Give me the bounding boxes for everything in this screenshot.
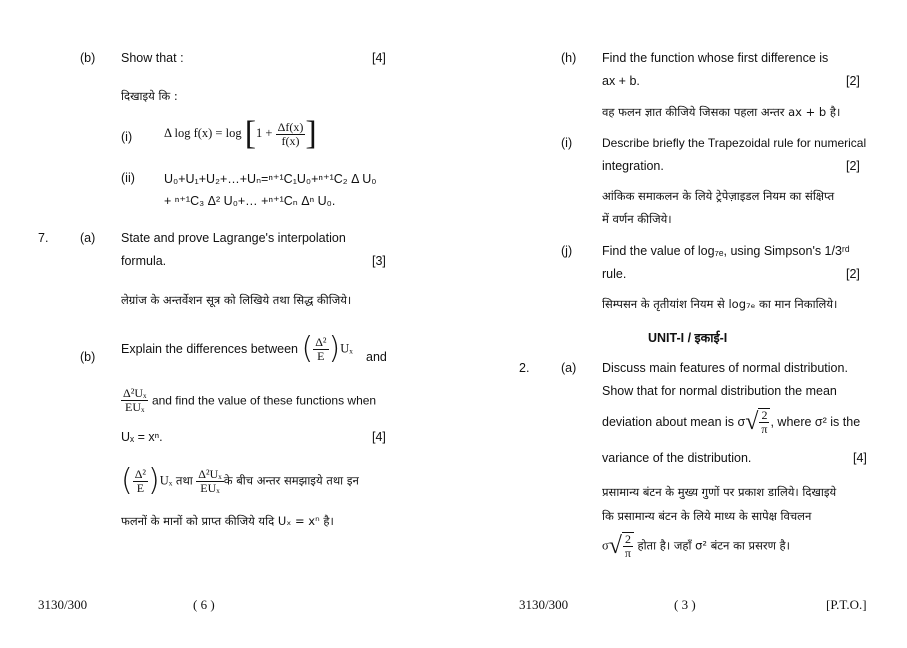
q6b-text: Show that : [121, 51, 184, 65]
q2a-marks: [4] [853, 451, 867, 465]
q6b-i-num: Δf(x) [277, 119, 304, 134]
q6b-ii-line1: U₀+U₁+U₂+…+Uₙ=ⁿ⁺¹C₁U₀+ⁿ⁺¹C₂ Δ U₀ [164, 172, 377, 186]
q2a-line3: deviation about mean is σ√ $\frac{2}{\pi}$ , where σ² is the [602, 408, 861, 436]
q7-number: 7. [38, 231, 49, 245]
q7a-label: (a) [80, 231, 96, 245]
q2a-hindi-sigma: σ [602, 538, 609, 553]
q7b-hindi-line1: ( $\frac{\text{Δ²}}{E}$ )Uₓ तथा $\frac{\text{Δ²Uₓ}}{\text{EUₓ}}$ के बीच अन्तर समझाइये तथा इन [121, 463, 359, 498]
q7b-and: and [366, 350, 387, 364]
q6b-i-label: (i) [121, 130, 133, 144]
left-footer-page: ( 6 ) [193, 597, 215, 612]
q6b-ii-line2: + ⁿ⁺¹C₃ Δ² U₀+… +ⁿ⁺¹Cₙ Δⁿ U₀. [164, 194, 336, 208]
qh-hindi: वह फलन ज्ञात कीजिये जिसका पहला अन्तर ax + b है। [602, 105, 841, 119]
q7b-pre: Explain the differences between [121, 342, 298, 356]
q2a-sqrt-den: π [761, 422, 768, 436]
qj-line2: rule. [602, 267, 627, 281]
q2a-line2: Show that for normal distribution the mean [602, 384, 837, 398]
qh-label: (h) [561, 51, 577, 65]
q6b-i-formula: Δ log f(x) = log [1 + $\frac{\Delta f(x)}{f(x)}$ ] [164, 115, 317, 152]
q6b-hindi: दिखाइये कि : [121, 89, 178, 103]
qj-label: (j) [561, 244, 573, 258]
right-footer-code: 3130/300 [519, 597, 569, 612]
qi-marks: [2] [846, 159, 860, 173]
q7a-marks: [3] [372, 254, 386, 268]
q2a-line4: variance of the distribution. [602, 451, 752, 465]
q2a-hindi-line1: प्रसामान्य बंटन के मुख्य गुणों पर प्रकाश डालिये। दिखाइये [602, 485, 837, 499]
q6b-label: (b) [80, 51, 96, 65]
qj-marks: [2] [846, 267, 860, 281]
q7a-line1: State and prove Lagrange's interpolation [121, 231, 346, 245]
q7b-label: (b) [80, 350, 96, 364]
q2a-line3-pre: deviation about mean is σ [602, 415, 746, 429]
q6b-i-den: f(x) [281, 133, 300, 148]
q7b-hindi-tatha: तथा [175, 473, 193, 488]
qi-label: (i) [561, 136, 573, 150]
q2-number: 2. [519, 361, 530, 375]
qh-line1: Find the function whose first difference is [602, 51, 829, 65]
q7b-hindi-rest: के बीच अन्तर समझाइये तथा इन [223, 473, 359, 488]
q6b-marks: [4] [372, 51, 386, 65]
q6b-i-one-plus: 1 + [256, 125, 273, 140]
q7a-hindi: लेग्रांज के अन्तर्वेशन सूत्र को लिखिये तथा सिद्ध कीजिये। [121, 293, 352, 307]
q7b-f1-num: Δ² [315, 334, 327, 349]
q7b-line3: Uₓ = xⁿ. [121, 430, 163, 444]
unit-heading: UNIT-I / इकाई-I [648, 331, 728, 345]
q7b-ux: Uₓ [340, 341, 353, 356]
q2a-line1: Discuss main features of normal distribution. [602, 361, 848, 375]
qj-hindi: सिम्पसन के तृतीयांश नियम से log₇ₑ का मान निकालिये। [602, 297, 838, 311]
q2a-hindi-line3: σ√ $\frac{2}{\pi}$ होता है। जहाँ σ² बंटन का प्रसरण है। [602, 532, 791, 560]
qi-line2: integration. [602, 159, 664, 173]
q7a-line2: formula. [121, 254, 167, 268]
q2a-line3-post: , where σ² is the [770, 415, 861, 429]
qj-line1: Find the value of log₇ₑ, using Simpson's 1/3ʳᵈ [602, 244, 850, 258]
q7b-line2 [121, 387, 376, 414]
q7b-f2-num: Δ²Uₓ [123, 386, 147, 400]
right-footer-pto: [P.T.O.] [826, 597, 867, 612]
q7b-line2-text: and find the value of these functions when [151, 393, 377, 408]
qi-line1: Describe briefly the Trapezoidal rule for numerical [602, 136, 867, 150]
q2a-sqrt-num: 2 [759, 409, 769, 423]
q7b-hindi-line2: फलनों के मानों को प्राप्त कीजिये यदि Uₓ = xⁿ है। [121, 514, 334, 528]
q7b-f2-den: EUₓ [124, 400, 145, 414]
left-footer-code: 3130/300 [38, 597, 88, 612]
q6b-i-lhs: Δ log f(x) = log [164, 125, 242, 140]
q2a-hindi-rest: होता है। जहाँ σ² बंटन का प्रसरण है। [637, 538, 791, 553]
qh-marks: [2] [846, 74, 860, 88]
q2a-hindi-line2: कि प्रसामान्य बंटन के लिये माध्य के सापेक्ष विचलन [602, 509, 812, 523]
q7b-f1-den: E [317, 348, 325, 363]
right-footer-page: ( 3 ) [674, 597, 696, 612]
qh-line2: ax + b. [602, 74, 640, 88]
q7b-line1: Explain the differences between ( $\frac{\text{Δ²}}{E}$ )Uₓ [121, 331, 353, 366]
qi-hindi-line1: आंकिक समाकलन के लिये ट्रेपेज़ाइडल नियम का संक्षिप्त [602, 189, 835, 203]
qi-hindi-line2: में वर्णन कीजिये। [602, 212, 672, 226]
q7b-marks: [4] [372, 430, 386, 444]
q2a-label: (a) [561, 361, 577, 375]
q6b-ii-label: (ii) [121, 171, 135, 185]
